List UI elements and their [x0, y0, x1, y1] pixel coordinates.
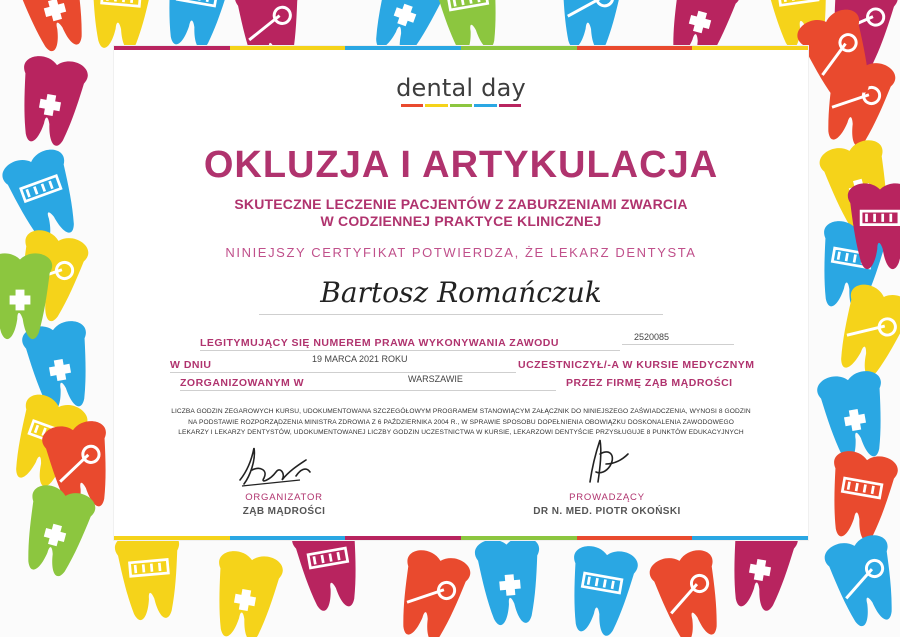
license-number-line	[622, 344, 734, 345]
lecturer-label: PROWADZĄCY	[569, 492, 645, 503]
subtitle-line-2: W CODZIENNEJ PRAKTYCE KLINICZNEJ	[320, 213, 602, 229]
date-label: W DNIU	[170, 359, 212, 371]
recipient-name: Bartosz Romańczuk	[320, 276, 602, 309]
date-value: 19 MARCA 2021 ROKU	[312, 354, 408, 364]
certify-statement: NINIEJSZY CERTYFIKAT POTWIERDZA, ŻE LEKARZ DENTYSTA	[225, 245, 697, 260]
fine-print-line-1: LICZBA GODZIN ZEGAROWYCH KURSU, UDOKUMENTOWANA SZCZEGÓŁOWYM PROGRAMEM STANOWIĄCYM ZAŁĄCZNIK DO NINIEJSZEGO ZAŚWIADCZENIA, WYNOSI 8 GODZIN	[171, 408, 751, 415]
tooth-icon	[12, 54, 90, 150]
license-number: 2520085	[634, 332, 670, 342]
dental-day-logo: dental day	[396, 74, 526, 102]
color-stripe-bottom	[114, 536, 808, 540]
subtitle-line-1: SKUTECZNE LECZENIE PACJENTÓW Z ZABURZENIAMI ZWARCIA	[234, 196, 688, 212]
certificate-title: OKLUZJA I ARTYKULACJA	[203, 144, 719, 186]
city-line	[180, 390, 556, 391]
tooth-icon	[822, 532, 900, 631]
company-label: PRZEZ FIRMĘ ZĄB MĄDROŚCI	[566, 377, 733, 389]
tooth-icon	[157, 0, 235, 52]
date-line	[170, 372, 516, 373]
fine-print	[164, 407, 758, 439]
color-stripe-top	[114, 46, 808, 50]
tooth-icon	[647, 547, 731, 637]
fine-print-line-2: NA PODSTAWIE ROZPORZĄDZENIA MINISTRA ZDROWIA Z 6 PAŹDZIERNIKA 2004 R., W SPRAWIE SPOSOBU DOPEŁNIENIA OBOWIĄZKU DOSKONALENIA ZAWODOWEGO	[188, 418, 734, 426]
tooth-icon	[555, 0, 627, 52]
lecturer-name: DR N. MED. PIOTR OKOŃSKI	[533, 506, 681, 517]
participation-label: UCZESTNICZYŁ/-A W KURSIE MEDYCZNYM	[518, 359, 755, 371]
organizer-label: ORGANIZATOR	[245, 492, 323, 503]
lecturer-signature	[570, 434, 640, 490]
fine-print-line-3: LEKARZY I LEKARZY DENTYSTÓW, UDOKUMENTOWANEJ LICZBY GODZIN UCZESTNICTWA W KURSIE, LEKARZOWI DENTYŚCIE PRZYSŁUGUJE 8 PUNKTÓW EDUKACYJNYCH	[178, 429, 744, 436]
tooth-icon	[207, 549, 285, 637]
tooth-icon	[562, 544, 640, 637]
city-value: WARSZAWIE	[408, 374, 463, 384]
organized-label: ZORGANIZOWANYM W	[180, 377, 305, 389]
certificate-card	[114, 46, 808, 540]
tooth-icon	[12, 0, 96, 56]
tooth-icon	[815, 369, 893, 465]
tooth-icon	[389, 547, 473, 637]
organizer-signature	[230, 440, 330, 490]
tooth-icon	[85, 0, 157, 52]
logo-color-bars	[401, 104, 521, 107]
tooth-icon	[822, 449, 900, 545]
tooth-icon	[114, 531, 186, 622]
name-underline	[259, 314, 663, 315]
tooth-icon	[14, 482, 98, 581]
organizer-name: ZĄB MĄDROŚCI	[242, 506, 326, 517]
license-label: LEGITYMUJĄCY SIĘ NUMEREM PRAWA WYKONYWANIA ZAWODU	[200, 337, 559, 349]
license-line	[200, 350, 620, 351]
certificate-subtitle	[114, 196, 808, 230]
tooth-icon	[474, 536, 546, 627]
tooth-icon	[0, 253, 52, 339]
